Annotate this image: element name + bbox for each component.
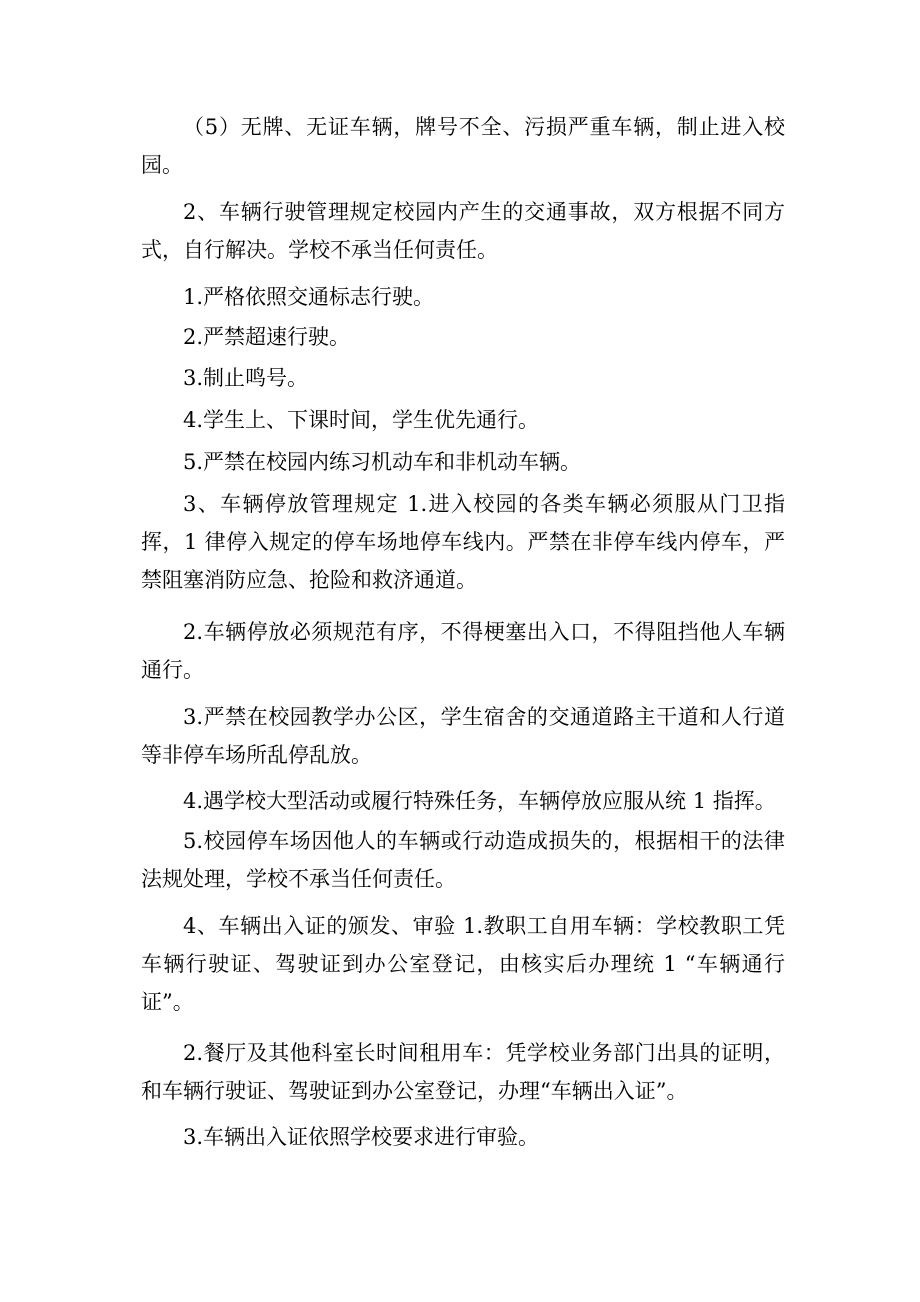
paragraph-driving-rule-5: 5.严禁在校园内练习机动车和非机动车辆。	[183, 450, 582, 474]
paragraph-driving-rule-1: 1.严格依照交通标志行驶。	[183, 285, 435, 309]
paragraph-unlicensed-vehicles: （5）无牌、无证车辆，牌号不全、污损严重车辆，制止进入校园。	[141, 115, 785, 177]
paragraph-parking-rule-2: 2.车辆停放必须规范有序，不得梗塞出入口，不得阻挡他人车辆通行。	[141, 620, 785, 682]
paragraph-parking-rule-3: 3.严禁在校园教学办公区，学生宿舍的交通道路主干道和人行道等非停车场所乱停乱放。	[141, 705, 785, 767]
paragraph-parking-rules: 3、车辆停放管理规定 1.进入校园的各类车辆必须服从门卫指挥，1 律停入规定的停车场地停车线内。严禁在非停车线内停车，严禁阻塞消防应急、抢险和救济通道。	[141, 492, 785, 592]
paragraph-driving-rule-4: 4.学生上、下课时间，学生优先通行。	[183, 408, 540, 432]
paragraph-parking-rule-4: 4.遇学校大型活动或履行特殊任务，车辆停放应服从统 1 指挥。	[183, 789, 776, 813]
paragraph-parking-rule-5: 5.校园停车场因他人的车辆或行动造成损失的，根据相干的法律法规处理，学校不承当任何责任。	[141, 829, 785, 891]
paragraph-pass-rule-3: 3.车辆出入证依照学校要求进行审验。	[183, 1125, 540, 1149]
paragraph-driving-rule-2: 2.严禁超速行驶。	[183, 325, 351, 349]
paragraph-pass-rule-2: 2.餐厅及其他科室长时间租用车：凭学校业务部门出具的证明，和车辆行驶证、驾驶证到办公室登记，办理“车辆出入证”。	[141, 1041, 785, 1103]
paragraph-driving-rule-3: 3.制止鸣号。	[183, 366, 309, 390]
paragraph-driving-rules: 2、车辆行驶管理规定校园内产生的交通事故，双方根据不同方式，自行解决。学校不承当任何责任。	[141, 200, 785, 262]
paragraph-pass-issuance: 4、车辆出入证的颁发、审验 1.教职工自用车辆：学校教职工凭车辆行驶证、驾驶证到办公室登记，由核实后办理统 1 “车辆通行证”。	[141, 914, 785, 1014]
